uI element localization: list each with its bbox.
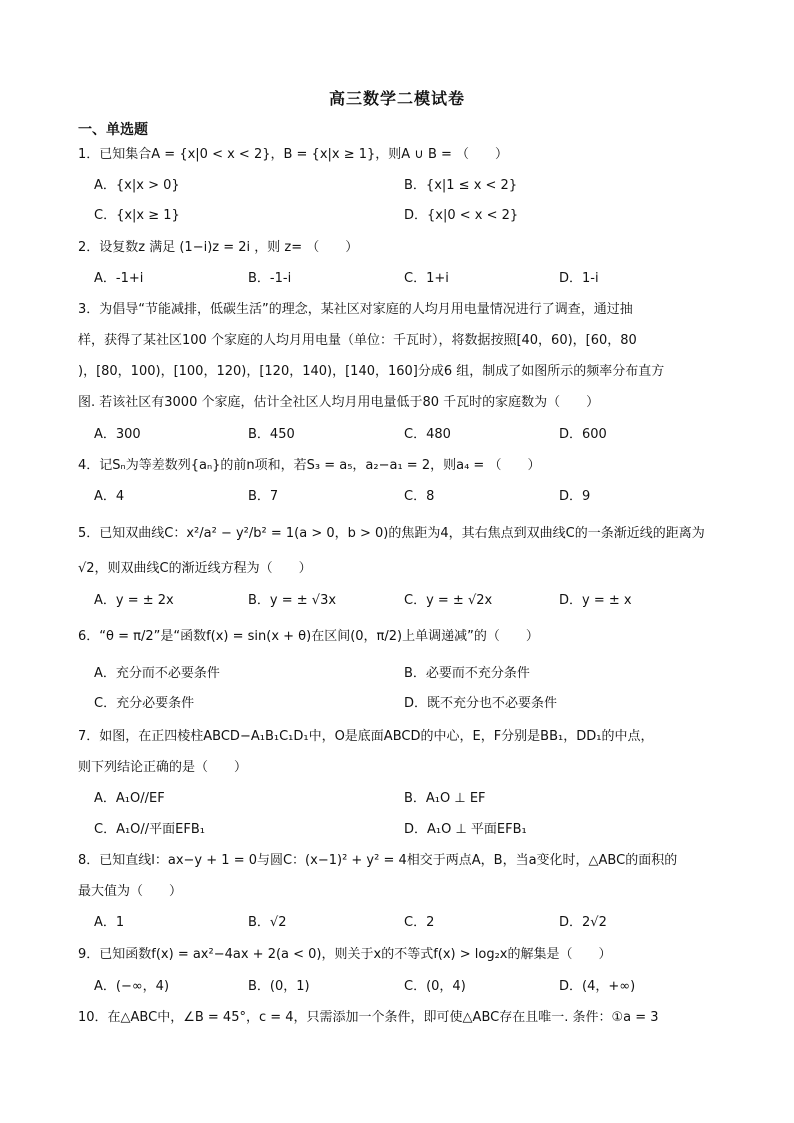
q6-option-a[interactable]: A．充分而不必要条件	[94, 666, 220, 681]
q4-option-b[interactable]: B．7	[248, 489, 279, 504]
q4-option-c[interactable]: C．8	[404, 489, 435, 504]
q8-option-d[interactable]: D．2√2	[559, 915, 607, 930]
q7-option-d[interactable]: D．A₁O ⊥ 平面EFB₁	[404, 822, 527, 837]
q5-option-c[interactable]: C．y = ± √2x	[404, 593, 493, 608]
q6-option-c[interactable]: C．充分必要条件	[94, 696, 195, 711]
question-5-line-1: 5．已知双曲线C：x²/a² − y²/b² = 1(a > 0，b > 0)的焦距为4，其右焦点到双曲线C的一条渐近线的距离为	[78, 526, 705, 541]
question-3-line-4: 图. 若该社区有3000 个家庭，估计全社区人均月用电量低于80 千瓦时的家庭数为（ ）	[78, 395, 600, 410]
question-8-line-1: 8．已知直线l：ax−y + 1 = 0与圆C：(x−1)² + y² = 4相交于两点A，B，当a变化时，△ABC的面积的	[78, 853, 678, 868]
question-5-line-2: √2，则双曲线C的渐近线方程为（ ）	[78, 561, 312, 576]
question-10-line-1: 10．在△ABC中，∠B = 45°，c = 4，只需添加一个条件，即可使△ABC存在且唯一. 条件：①a = 3	[78, 1010, 659, 1025]
q2-option-d[interactable]: D．1-i	[559, 271, 599, 286]
q9-option-a[interactable]: A．(−∞，4)	[94, 979, 170, 994]
q2-option-a[interactable]: A．-1+i	[94, 271, 144, 286]
q4-option-a[interactable]: A．4	[94, 489, 125, 504]
question-3-line-1: 3．为倡导“节能减排，低碳生活”的理念，某社区对家庭的人均月用电量情况进行了调查，通过抽	[78, 302, 633, 317]
question-3-line-3: )，[80，100)，[100，120)，[120，140)，[140，160]分成6 组，制成了如图所示的频率分布直方	[78, 364, 665, 379]
question-9-line-1: 9．已知函数f(x) = ax²−4ax + 2(a < 0)，则关于x的不等式f(x) > log₂x的解集是（ ）	[78, 947, 612, 962]
question-8-line-2: 最大值为（ ）	[78, 884, 183, 899]
q8-option-b[interactable]: B．√2	[248, 915, 287, 930]
q9-option-d[interactable]: D．(4，+∞)	[559, 979, 636, 994]
q1-option-b[interactable]: B．{x|1 ≤ x < 2}	[404, 178, 518, 193]
q3-option-c[interactable]: C．480	[404, 427, 451, 442]
question-7-line-2: 则下列结论正确的是（ ）	[78, 760, 248, 775]
q6-option-b[interactable]: B．必要而不充分条件	[404, 666, 530, 681]
q9-option-b[interactable]: B．(0，1)	[248, 979, 310, 994]
q5-option-a[interactable]: A．y = ± 2x	[94, 593, 174, 608]
question-2-line-1: 2．设复数z 满足 (1−i)z = 2i ，则 z= （ ）	[78, 240, 359, 255]
q8-option-c[interactable]: C．2	[404, 915, 435, 930]
q7-option-b[interactable]: B．A₁O ⊥ EF	[404, 791, 486, 806]
q1-option-d[interactable]: D．{x|0 < x < 2}	[404, 208, 519, 223]
question-1-line-1: 1．已知集合A = {x|0 < x < 2}，B = {x|x ≥ 1}，则A ∪ B = （ ）	[78, 147, 509, 162]
q5-option-d[interactable]: D．y = ± x	[559, 593, 632, 608]
q3-option-a[interactable]: A．300	[94, 427, 141, 442]
q2-option-b[interactable]: B．-1-i	[248, 271, 292, 286]
question-6-line-1: 6．“θ = π/2”是“函数f(x) = sin(x + θ)在区间(0，π/2)上单调递减”的（ ）	[78, 629, 539, 644]
q4-option-d[interactable]: D．9	[559, 489, 591, 504]
q7-option-c[interactable]: C．A₁O//平面EFB₁	[94, 822, 205, 837]
q1-option-a[interactable]: A．{x|x > 0}	[94, 178, 180, 193]
page-title: 高三数学二模试卷	[328, 89, 465, 108]
q2-option-c[interactable]: C．1+i	[404, 271, 449, 286]
section-heading: 一、单选题	[78, 122, 148, 138]
q3-option-d[interactable]: D．600	[559, 427, 607, 442]
q8-option-a[interactable]: A．1	[94, 915, 125, 930]
question-7-line-1: 7．如图，在正四棱柱ABCD−A₁B₁C₁D₁中，O是底面ABCD的中心，E，F分别是BB₁，DD₁的中点，	[78, 729, 654, 744]
q3-option-b[interactable]: B．450	[248, 427, 295, 442]
q9-option-c[interactable]: C．(0，4)	[404, 979, 466, 994]
q5-option-b[interactable]: B．y = ± √3x	[248, 593, 337, 608]
question-3-line-2: 样，获得了某社区100 个家庭的人均月用电量（单位：千瓦时），将数据按照[40，60)，[60，80	[78, 333, 637, 348]
q7-option-a[interactable]: A．A₁O//EF	[94, 791, 165, 806]
q6-option-d[interactable]: D．既不充分也不必要条件	[404, 696, 558, 711]
q1-option-c[interactable]: C．{x|x ≥ 1}	[94, 208, 180, 223]
question-4-line-1: 4．记Sₙ为等差数列{aₙ}的前n项和，若S₃ = a₅，a₂−a₁ = 2，则a₄ = （ ）	[78, 458, 541, 473]
